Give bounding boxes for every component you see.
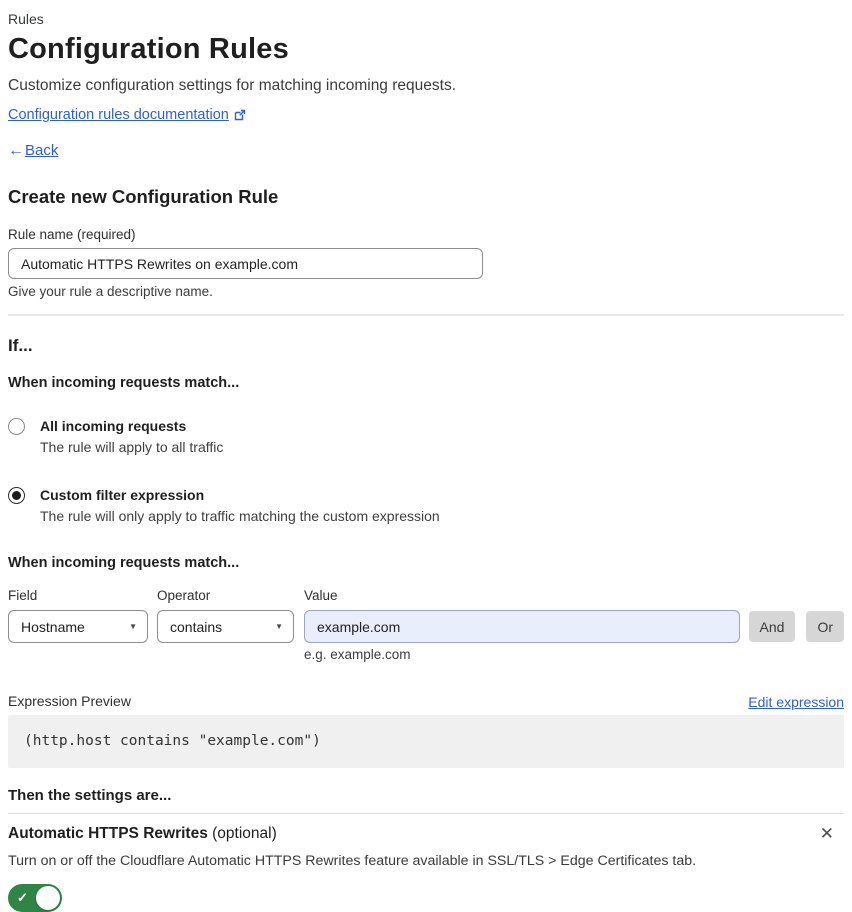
close-icon[interactable]: ✕ [819,824,834,843]
value-input[interactable] [304,610,740,643]
if-heading: If... [8,336,33,355]
back-arrow-icon: ← [8,142,24,159]
radio-custom-filter-icon[interactable] [8,487,25,504]
radio-option-texts [40,486,440,525]
documentation-link-row [8,106,844,124]
radio-option-all-incoming-requests[interactable] [8,417,844,456]
expression-preview-code: (http.host contains "example.com") [8,715,844,768]
back-link-row [8,142,844,160]
field-dropdown-value: Hostname [21,618,85,635]
expression-preview-header [8,693,844,710]
chevron-down-icon: ▼ [129,621,137,631]
then-settings-heading: Then the settings are... [8,787,172,804]
radio-option-texts [40,417,223,456]
setting-optional-label: (optional) [212,825,277,842]
check-icon: ✓ [17,890,28,905]
page-subtitle: Customize configuration settings for matching incoming requests. [8,77,456,94]
create-rule-heading: Create new Configuration Rule [8,186,279,207]
setting-title-wrap [8,825,277,843]
page-title: Configuration Rules [8,33,289,65]
setting-header [8,825,844,843]
radio-option-description: The rule will only apply to traffic matching the custom expression [40,508,440,524]
section-divider [8,314,844,316]
rule-name-label: Rule name (required) [8,227,136,242]
automatic-https-rewrites-toggle[interactable] [8,884,62,912]
radio-option-label: All incoming requests [40,418,187,434]
breadcrumb: Rules [8,11,44,27]
or-button[interactable]: Or [806,611,844,642]
expression-builder-labels [8,588,844,604]
documentation-link[interactable]: Configuration rules documentation [8,107,229,123]
toggle-knob [36,886,60,910]
operator-label: Operator [157,588,211,603]
radio-all-incoming-icon[interactable] [8,418,25,435]
radio-option-description: The rule will apply to all traffic [40,439,224,455]
expression-builder-heading: When incoming requests match... [8,555,240,571]
and-button[interactable]: And [749,611,796,642]
radio-option-label: Custom filter expression [40,487,205,503]
value-label: Value [304,588,338,603]
setting-title: Automatic HTTPS Rewrites [8,825,208,842]
operator-dropdown[interactable] [157,610,294,643]
back-link[interactable]: Back [25,142,59,159]
expression-builder-row [8,610,844,643]
edit-expression-link[interactable]: Edit expression [748,694,844,710]
match-heading: When incoming requests match... [8,375,240,391]
external-link-icon [234,109,246,121]
field-dropdown[interactable] [8,610,148,643]
expression-preview-label: Expression Preview [8,693,131,709]
rule-name-input[interactable] [8,248,483,279]
rule-name-help: Give your rule a descriptive name. [8,284,213,299]
setting-divider [8,813,844,814]
setting-description: Turn on or off the Cloudflare Automatic HTTPS Rewrites feature available in SSL/TLS > Edge Certificates tab. [8,853,697,869]
operator-dropdown-value: contains [170,618,223,635]
chevron-down-icon: ▼ [275,621,283,631]
field-label: Field [8,588,38,603]
value-help-text: e.g. example.com [304,647,411,662]
radio-option-custom-filter-expression[interactable] [8,486,844,525]
